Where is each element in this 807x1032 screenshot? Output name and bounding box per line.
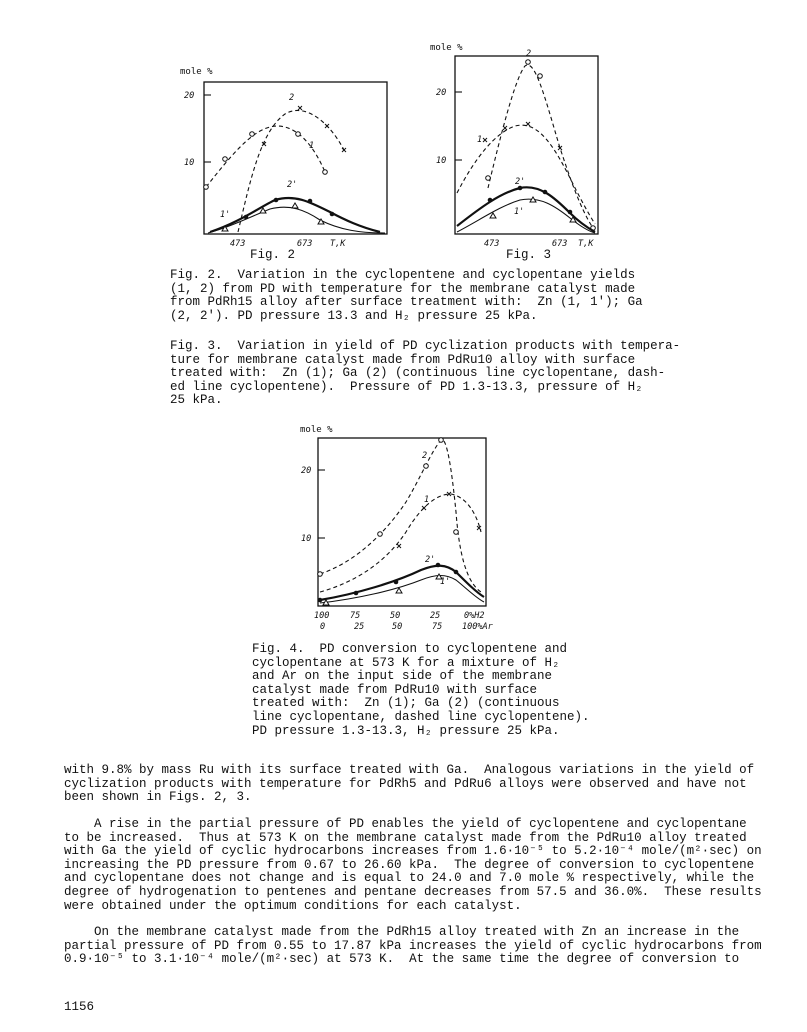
figure-3 xyxy=(430,38,610,248)
fig4-frame xyxy=(318,438,486,606)
fig3-curve-label-2prime: 2' xyxy=(515,177,526,187)
fig4-y-unit: mole % xyxy=(300,425,333,435)
fig2-xtick-label-473: 473 xyxy=(230,239,246,249)
fig3-label: Fig. 3 xyxy=(506,248,552,262)
fig2-curve-label-1prime: 1' xyxy=(220,210,231,220)
fig4-xtick-top-0h2: 0%H2 xyxy=(464,611,485,621)
fig2-y-unit: mole % xyxy=(180,67,213,77)
fig4-ytick-label-20: 20 xyxy=(301,466,312,476)
fig4-xtick-bottom-0: 0 xyxy=(320,622,326,632)
fig4-ytick-label-10: 10 xyxy=(301,534,312,544)
fig3-curve-2 xyxy=(488,65,593,228)
fig2-curve-label-2prime: 2' xyxy=(287,180,298,190)
fig4-curve-2-markers xyxy=(318,438,459,577)
fig4-xtick-top-25: 25 xyxy=(430,611,441,621)
fig2-frame xyxy=(204,82,387,234)
figure-2-plot xyxy=(170,62,410,257)
fig4-curve-label-2: 2 xyxy=(422,451,428,461)
fig3-y-unit: mole % xyxy=(430,43,463,53)
fig2-curve-1prime-markers xyxy=(222,203,324,231)
fig4-xtick-bottom-25: 25 xyxy=(354,622,365,632)
body-paragraph-2: A rise in the partial pressure of PD enables the yield of cyclopentene and cyclopentane to be increased. Thus at 573 K on the membrane catalyst made from the PdRu10 alloy treated with Ga the yield of cyclic hydrocarbons increases from 1.6·10⁻⁵ to 5.2·10⁻⁴ mole/(m²·sec) on increasing the PD pressure from 0.67 to 26.60 kPa. The degree of conversion to cyclopentene and cyclopentane does not change and is equal to 24.0 and 7.0 mole % respectively, while the degree of hydrogenation to pentenes and pentane decreases from 57.5 and 36.0%. These results were obtained under the optimum conditions for each catalyst. xyxy=(64,817,762,913)
fig4-curve-label-1prime: 1' xyxy=(440,577,451,587)
fig3-curve-1-markers xyxy=(483,122,562,150)
body-paragraph-3: On the membrane catalyst made from the PdRh15 alloy treated with Zn an increase in the partial pressure of PD from 0.55 to 17.87 kPa increases the yield of cyclic hydrocarbons from 0.9·10⁻⁵ to 3.1·10⁻⁴ mole/(m²·sec) at 573 K. At the same time the degree of conversion to xyxy=(64,925,762,967)
body-paragraph-1: with 9.8% by mass Ru with its surface treated with Ga. Analogous variations in the yield of cyclization products with temperature for PdRh5 and PdRu6 alloys were observed and have not been shown in Figs. 2, 3. xyxy=(64,763,755,805)
page-number: 1156 xyxy=(64,1000,95,1014)
fig3-curve-label-1: 1 xyxy=(477,135,483,145)
fig4-xtick-bottom-50: 50 xyxy=(392,622,403,632)
fig2-curve-label-1: 1 xyxy=(309,141,315,151)
fig2-curve-2-markers xyxy=(262,106,346,152)
fig3-xtick-label-473: 473 xyxy=(484,239,500,249)
fig2-curve-1prime xyxy=(208,207,385,233)
fig2-caption: Fig. 2. Variation in the cyclopentene and cyclopentane yields (1, 2) from PD with temperature for the membrane catalyst made from PdRh15 alloy after surface treatment with: Zn (1, 1'); Ga (2, 2'). PD pressure 13.3 and H₂ pressure 25 kPa. xyxy=(170,268,643,323)
fig4-xtick-bottom-100ar: 100%Ar xyxy=(462,622,493,632)
fig4-curve-1 xyxy=(320,494,481,592)
figure-3-plot xyxy=(430,38,610,248)
fig4-curve-label-1: 1 xyxy=(424,495,430,505)
fig3-frame xyxy=(455,56,598,234)
fig2-ytick-label-10: 10 xyxy=(184,158,195,168)
fig4-caption: Fig. 4. PD conversion to cyclopentene and cyclopentane at 573 K for a mixture of H₂ and Ar on the input side of the membrane catalyst made from PdRu10 with surface treated with: Zn (1); Ga (2) (continuous line cyclopentane, dashed line cyclopentene). PD pressure 1.3-13.3, H₂ pressure 25 kPa. xyxy=(252,642,590,738)
fig4-curve-label-2prime: 2' xyxy=(425,555,436,565)
fig3-curve-2prime xyxy=(457,187,595,232)
fig2-curve-label-2: 2 xyxy=(289,93,295,103)
fig2-x-unit: T,K xyxy=(330,239,346,249)
fig3-x-unit: T,K xyxy=(578,239,594,249)
figure-2 xyxy=(170,62,410,257)
fig4-xtick-top-100: 100 xyxy=(314,611,330,621)
fig3-ytick-label-20: 20 xyxy=(436,88,447,98)
fig3-curve-label-1prime: 1' xyxy=(514,207,525,217)
fig3-caption: Fig. 3. Variation in yield of PD cyclization products with tempera- ture for membrane catalyst made from PdRu10 alloy with surface treated with: Zn (1); Ga (2) (continuous line cyclopentane, dash- ed line cyclopentene). Pressure of PD 1.3-13.3, pressure of H₂ 25 kPa. xyxy=(170,339,681,408)
fig3-curve-1prime-markers xyxy=(490,197,576,222)
fig3-xtick-label-673: 673 xyxy=(552,239,568,249)
fig4-curve-2 xyxy=(320,440,481,592)
figure-4-plot xyxy=(296,422,516,632)
fig2-label: Fig. 2 xyxy=(250,248,296,262)
fig2-curve-2 xyxy=(238,110,345,232)
figure-4 xyxy=(296,422,516,632)
fig4-xtick-top-50: 50 xyxy=(390,611,401,621)
fig4-curve-1-markers xyxy=(397,492,481,548)
fig3-curve-label-2: 2 xyxy=(526,49,532,59)
fig4-curve-1prime xyxy=(320,576,484,604)
fig2-ytick-label-20: 20 xyxy=(184,91,195,101)
fig4-xtick-bottom-75: 75 xyxy=(432,622,443,632)
fig4-xtick-top-75: 75 xyxy=(350,611,361,621)
fig3-ytick-label-10: 10 xyxy=(436,156,447,166)
fig2-xtick-label-673: 673 xyxy=(297,239,313,249)
